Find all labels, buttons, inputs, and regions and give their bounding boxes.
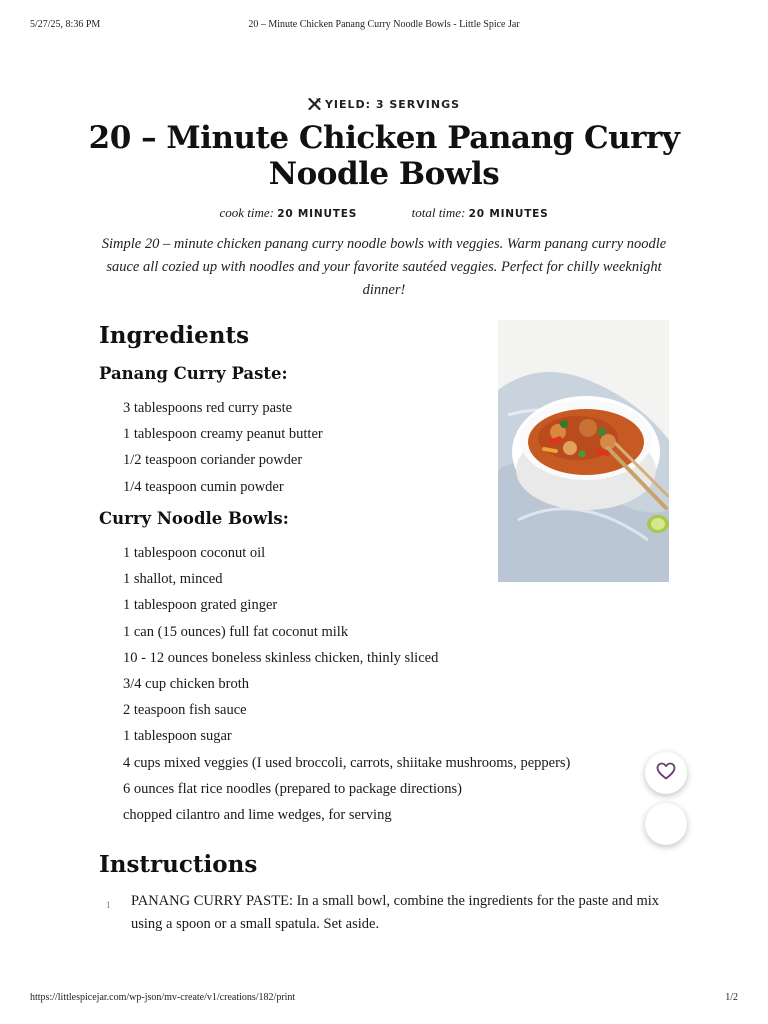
ingredient-item: 4 cups mixed veggies (I used broccoli, carrots, shiitake mushrooms, peppers) <box>123 754 571 771</box>
total-time-label: total time: <box>411 205 466 220</box>
ingredient-item: 1 shallot, minced <box>123 571 223 588</box>
print-footer <box>0 992 768 1006</box>
ingredient-list-paste <box>123 395 323 500</box>
instructions-list <box>100 890 668 936</box>
step-number: 1 <box>106 900 111 910</box>
ingredient-item: 1 tablespoon sugar <box>123 728 232 745</box>
ingredient-item: 10 - 12 ounces boneless skinless chicken, thinly sliced <box>123 649 439 666</box>
ingredient-item: 3/4 cup chicken broth <box>123 676 250 693</box>
ingredient-item: 1/2 teaspoon coriander powder <box>123 452 303 469</box>
print-datetime: 5/27/25, 8:36 PM <box>30 19 101 30</box>
action-button[interactable] <box>645 803 687 845</box>
recipe-times <box>0 205 768 221</box>
ingredients-heading: Ingredients <box>99 322 250 349</box>
recipe-title: 20 – Minute Chicken Panang Curry Noodle Bowls <box>88 120 680 192</box>
favorite-button[interactable] <box>645 752 687 794</box>
ingredient-item: 1 tablespoon creamy peanut butter <box>123 426 323 443</box>
ingredient-group-title: Curry Noodle Bowls: <box>99 509 289 528</box>
ingredient-item: chopped cilantro and lime wedges, for serving <box>123 807 392 824</box>
recipe-photo <box>498 320 669 582</box>
instruction-step <box>100 890 668 936</box>
print-page-title: 20 – Minute Chicken Panang Curry Noodle Bowls - Little Spice Jar <box>248 19 520 30</box>
cook-time-value: 20 MINUTES <box>277 208 358 220</box>
print-page-number: 1/2 <box>725 992 738 1003</box>
recipe-description: Simple 20 – minute chicken panang curry noodle bowls with veggies. Warm panang curry noodle sauce all cozied up with noodles and your favorite sautéed veggies. Perfect for chilly weeknight dinner! <box>101 236 667 298</box>
ingredient-item: 1 can (15 ounces) full fat coconut milk <box>123 623 349 640</box>
yield-text: YIELD: 3 SERVINGS <box>324 98 461 111</box>
step-text: PANANG CURRY PASTE: In a small bowl, combine the ingredients for the paste and mix using a spoon or a small spatula. Set aside. <box>131 893 660 932</box>
ingredient-group-title: Panang Curry Paste: <box>99 364 288 383</box>
ingredient-item: 3 tablespoons red curry paste <box>123 400 293 416</box>
ingredient-list-bowls <box>123 540 570 828</box>
instructions-heading: Instructions <box>99 851 258 878</box>
ingredient-item: 6 ounces flat rice noodles (prepared to package directions) <box>123 780 462 797</box>
cook-time-label: cook time: <box>219 205 275 220</box>
print-url: https://littlespicejar.com/wp-json/mv-create/v1/creations/182/print <box>30 992 296 1003</box>
heart-icon <box>656 762 676 785</box>
ingredient-item: 1 tablespoon coconut oil <box>123 545 266 561</box>
ingredient-item: 1/4 teaspoon cumin powder <box>123 478 284 495</box>
total-time-value: 20 MINUTES <box>468 208 549 220</box>
recipe-yield <box>0 98 768 113</box>
ingredient-item: 1 tablespoon grated ginger <box>123 597 278 614</box>
utensils-icon <box>308 98 321 113</box>
ingredient-item: 2 teaspoon fish sauce <box>123 702 247 719</box>
print-header <box>0 19 768 33</box>
